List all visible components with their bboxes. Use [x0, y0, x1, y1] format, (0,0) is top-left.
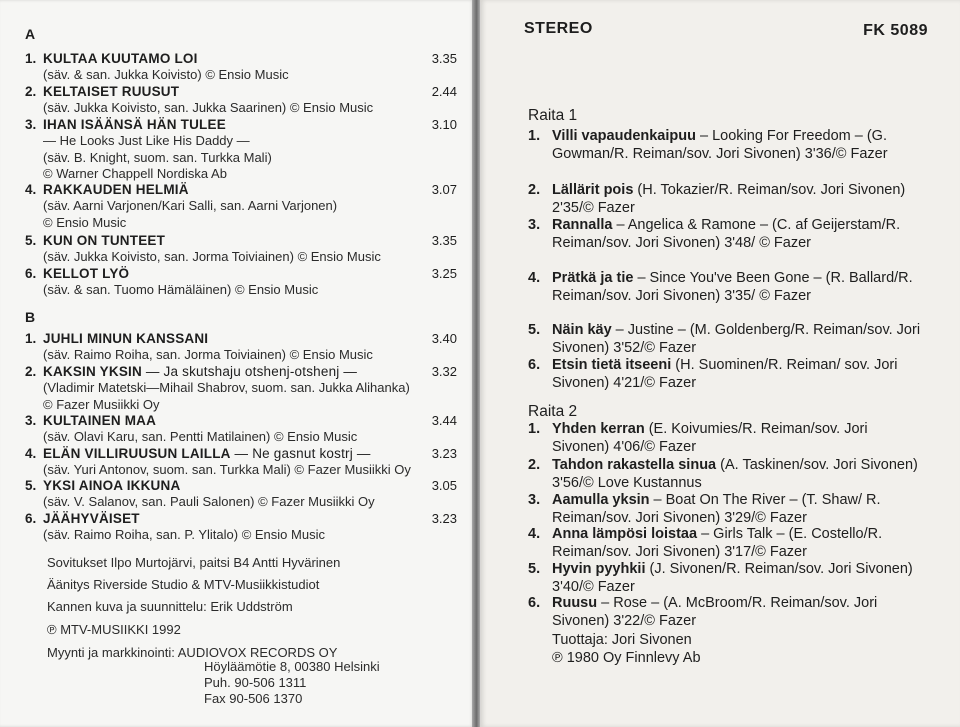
track-credit-line: © Fazer Musiikki Oy: [43, 396, 160, 412]
track-credits: – Justine – (M. Goldenberg/R. Reiman/sov. Jori Sivonen) 3'52/© Fazer: [552, 322, 921, 356]
track-number: 2.: [25, 364, 37, 379]
track-number: 4.: [25, 182, 37, 197]
track-credit-line: (säv. Jukka Koivisto, san. Jorma Toiviainen) © Ensio Music: [43, 249, 381, 264]
track-credit-line: (säv. Aarni Varjonen/Kari Salli, san. Aarni Varjonen): [43, 198, 338, 213]
track-text: [552, 270, 928, 305]
track-entry: [528, 421, 928, 456]
track-number: 6.: [25, 266, 37, 281]
track-number: 5.: [25, 233, 37, 248]
track-number: 2.: [528, 182, 541, 198]
track-title-text: ELÄN VILLIRUUSUN LAILLA: [43, 446, 231, 461]
track-number: 6.: [528, 357, 541, 373]
track-duration: 3.23: [431, 446, 457, 461]
track-number: 1.: [25, 51, 37, 66]
track-number: 3.: [528, 492, 541, 508]
catalog-number: FK 5089: [863, 22, 928, 39]
track-heading: [25, 266, 457, 282]
track-title-text: IHAN ISÄÄNSÄ HÄN TULEE: [43, 117, 226, 132]
track-entry: [25, 117, 457, 183]
track-number: 5.: [528, 322, 541, 338]
track-title: [43, 511, 417, 527]
track-duration: 3.10: [431, 117, 457, 132]
track-credits: (H. Suominen/R. Reiman/ sov. Jori Sivonen) 4'21/© Fazer: [552, 357, 898, 391]
track-subtitle: — Ne gasnut kostrj —: [230, 446, 371, 461]
track-entry: [25, 331, 457, 364]
track-credits: – Boat On The River – (T. Shaw/ R. Reiman/sov. Jori Sivonen) 3'29/© Fazer: [552, 492, 881, 526]
track-duration: 3.35: [431, 233, 457, 248]
track-entry: [25, 511, 457, 544]
track-title: [43, 446, 417, 462]
track-text: [552, 561, 928, 596]
cover-credit: Kannen kuva ja suunnittelu: Erik Uddström: [47, 599, 293, 614]
arrangements-credit: Sovitukset Ilpo Murtojärvi, paitsi B4 Antti Hyvärinen: [47, 555, 341, 570]
track-title: Lällärit pois: [552, 182, 634, 198]
producer-credit: Tuottaja: Jori Sivonen: [552, 632, 692, 648]
track-subtitle: — Ja skutshaju otshenj-otshenj —: [141, 364, 358, 379]
track-title-text: KAKSIN YKSIN: [43, 364, 142, 379]
track-entry: [528, 595, 928, 630]
track-number: 4.: [528, 526, 541, 542]
track-title: [43, 413, 417, 429]
track-entry: [528, 322, 928, 357]
track-entry: [25, 364, 457, 413]
track-title-text: YKSI AINOA IKKUNA: [43, 478, 181, 493]
track-credits: (H. Tokazier/R. Reiman/sov. Jori Sivonen) 2'35/© Fazer: [552, 182, 906, 216]
track-text: [552, 128, 928, 163]
track-duration: 3.35: [431, 51, 457, 66]
track-heading: [25, 511, 457, 527]
track-title: Anna lämpösi loistaa: [552, 526, 698, 542]
fax-line: Fax 90-506 1370: [204, 691, 303, 706]
raita-2-label: Raita 2: [528, 403, 578, 420]
track-title: Tahdon rakastella sinua: [552, 457, 717, 473]
track-entry: [528, 492, 928, 527]
track-title: [43, 182, 417, 198]
track-title-text: KUN ON TUNTEET: [43, 233, 166, 248]
recording-credit: Äänitys Riverside Studio & MTV-Musiikkistudiot: [47, 577, 320, 592]
track-credit-line: (säv. & san. Tuomo Hämäläinen) © Ensio Music: [43, 282, 319, 297]
track-credit-line: (säv. Jukka Koivisto, san. Jukka Saarinen) © Ensio Music: [43, 100, 374, 115]
track-heading: [25, 84, 457, 100]
track-entry: [25, 182, 457, 231]
track-credits: – Angelica & Ramone – (C. af Geijerstam/R. Reiman/sov. Jori Sivonen) 3'48/ © Fazer: [552, 217, 901, 251]
left-inlay-card: [0, 0, 474, 727]
track-entry: [25, 413, 457, 446]
track-title: [43, 233, 417, 249]
track-credit-line: (säv. Yuri Antonov, suom. san. Turkka Mali) © Fazer Musiikki Oy: [43, 462, 411, 477]
raita-1-label: Raita 1: [528, 107, 578, 124]
stereo-label: STEREO: [524, 20, 593, 37]
track-number: 3.: [528, 217, 541, 233]
track-number: 1.: [528, 421, 541, 437]
phone-line: Puh. 90-506 1311: [204, 675, 307, 690]
track-entry: [25, 266, 457, 299]
track-number: 1.: [528, 128, 541, 144]
track-credits: – Looking For Freedom – (G. Gowman/R. Reiman/sov. Jori Sivonen) 3'36/© Fazer: [552, 128, 888, 162]
track-credits: (E. Koivumies/R. Reiman/sov. Jori Sivonen) 4'06/© Fazer: [552, 421, 868, 455]
track-credits: – Since You've Been Gone – (R. Ballard/R. Reiman/sov. Jori Sivonen) 3'35/ © Fazer: [552, 270, 913, 304]
track-number: 4.: [25, 446, 37, 461]
side-b-label: B: [25, 309, 36, 325]
track-text: [552, 182, 928, 217]
track-entry: [25, 84, 457, 117]
track-entry: [528, 217, 928, 252]
track-title-text: KELLOT LYÖ: [43, 266, 130, 281]
track-heading: [25, 413, 457, 429]
track-credit-line: (Vladimir Matetski—Mihail Shabrov, suom. san. Jukka Alihanka): [43, 380, 410, 395]
track-text: [552, 217, 928, 252]
track-title: Rannalla: [552, 217, 613, 233]
track-text: [552, 595, 928, 630]
track-credits: – Girls Talk – (E. Costello/R. Reiman/sov. Jori Sivonen) 3'17/© Fazer: [552, 526, 883, 560]
track-entry: [528, 270, 928, 305]
track-credit-line: © Ensio Music: [43, 214, 127, 230]
track-credit-line: (säv. Raimo Roiha, san. P. Ylitalo) © Ensio Music: [43, 527, 325, 542]
track-duration: 3.40: [431, 331, 457, 346]
track-credits: (J. Sivonen/R. Reiman/sov. Jori Sivonen) 3'40/© Fazer: [552, 561, 913, 595]
track-text: [552, 357, 928, 392]
track-entry: [25, 233, 457, 266]
track-number: 5.: [25, 478, 37, 493]
track-entry: [25, 446, 457, 479]
track-entry: [25, 51, 457, 84]
track-credit-line: — He Looks Just Like His Daddy —: [43, 133, 250, 148]
track-duration: 2.44: [431, 84, 457, 99]
track-title-text: JUHLI MINUN KANSSANI: [43, 331, 209, 346]
track-number: 3.: [25, 413, 37, 428]
track-title: Näin käy: [552, 322, 612, 338]
address-line: Höyläämötie 8, 00380 Helsinki: [204, 659, 380, 674]
track-number: 6.: [25, 511, 37, 526]
track-heading: [25, 331, 457, 347]
track-title: Ruusu: [552, 595, 598, 611]
track-heading: [25, 446, 457, 462]
track-title-text: JÄÄHYVÄISET: [43, 511, 140, 526]
sales-credit: Myynti ja markkinointi: AUDIOVOX RECORDS OY: [47, 645, 338, 660]
track-entry: [528, 182, 928, 217]
track-title: [43, 51, 417, 67]
track-entry: [528, 526, 928, 561]
track-credit-line: (säv. & san. Jukka Koivisto) © Ensio Music: [43, 67, 289, 82]
track-title: [43, 84, 417, 100]
finnlevy-phonogram: ℗ 1980 Oy Finnlevy Ab: [552, 650, 701, 666]
track-number: 6.: [528, 595, 541, 611]
track-title: Villi vapaudenkaipuu: [552, 128, 696, 144]
track-text: [552, 457, 928, 492]
track-title: [43, 266, 417, 282]
track-number: 3.: [25, 117, 37, 132]
track-title: [43, 364, 417, 380]
track-duration: 3.23: [431, 511, 457, 526]
track-heading: [25, 51, 457, 67]
track-heading: [25, 233, 457, 249]
track-text: [552, 322, 928, 357]
track-title: Aamulla yksin: [552, 492, 650, 508]
track-credit-line: (säv. Raimo Roiha, san. Jorma Toiviainen) © Ensio Music: [43, 347, 373, 362]
track-entry: [528, 128, 928, 163]
track-title: Prätkä ja tie: [552, 270, 634, 286]
track-text: [552, 492, 928, 527]
track-credit-line: © Warner Chappell Nordiska Ab: [43, 166, 227, 181]
track-number: 5.: [528, 561, 541, 577]
track-duration: 3.44: [431, 413, 457, 428]
track-title: Hyvin pyyhkii: [552, 561, 646, 577]
track-entry: [25, 478, 457, 511]
track-title-text: KULTAA KUUTAMO LOI: [43, 51, 198, 66]
phonogram-credit: ℗ MTV-MUSIIKKI 1992: [47, 622, 181, 637]
track-number: 2.: [528, 457, 541, 473]
track-text: [552, 526, 928, 561]
track-entry: [528, 457, 928, 492]
track-title-text: KELTAISET RUUSUT: [43, 84, 180, 99]
track-credits: – Rose – (A. McBroom/R. Reiman/sov. Jori Sivonen) 3'22/© Fazer: [552, 595, 878, 629]
side-a-label: A: [25, 26, 36, 42]
track-title-text: KULTAINEN MAA: [43, 413, 157, 428]
track-heading: [25, 117, 457, 133]
track-duration: 3.25: [431, 266, 457, 281]
track-title: [43, 117, 417, 133]
track-title-text: RAKKAUDEN HELMIÄ: [43, 182, 189, 197]
track-credit-line: (säv. V. Salanov, san. Pauli Salonen) © Fazer Musiikki Oy: [43, 494, 375, 509]
track-duration: 3.05: [431, 478, 457, 493]
track-credit-line: (säv. Olavi Karu, san. Pentti Matilainen) © Ensio Music: [43, 429, 358, 444]
track-title: Yhden kerran: [552, 421, 645, 437]
track-number: 4.: [528, 270, 541, 286]
track-title: Etsin tietä itseeni: [552, 357, 672, 373]
track-duration: 3.07: [431, 182, 457, 197]
track-entry: [528, 561, 928, 596]
track-title: [43, 331, 417, 347]
track-heading: [25, 478, 457, 494]
track-text: [552, 421, 928, 456]
track-heading: [25, 182, 457, 198]
track-credit-line: (säv. B. Knight, suom. san. Turkka Mali): [43, 149, 272, 165]
track-credits: (A. Taskinen/sov. Jori Sivonen) 3'56/© Love Kustannus: [552, 457, 918, 491]
track-entry: [528, 357, 928, 392]
track-duration: 3.32: [431, 364, 457, 379]
track-number: 1.: [25, 331, 37, 346]
track-number: 2.: [25, 84, 37, 99]
track-title: [43, 478, 417, 494]
track-heading: [25, 364, 457, 380]
